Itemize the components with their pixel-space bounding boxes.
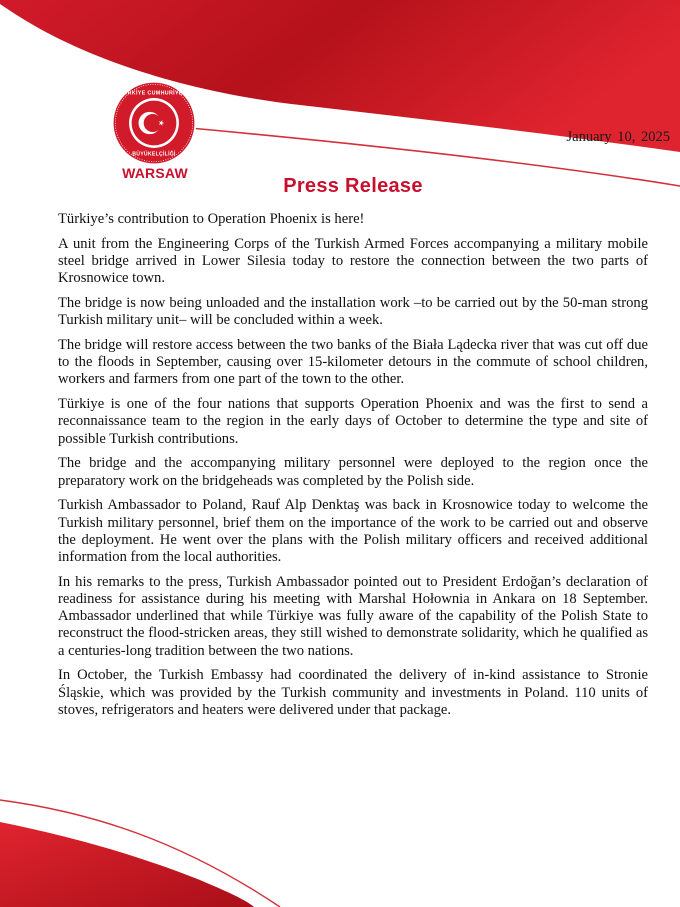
embassy-city-label: WARSAW <box>122 165 188 181</box>
press-release-body <box>58 211 648 727</box>
paragraph: The bridge and the accompanying military personnel were deployed to the region once the preparatory work on the bridgeheads was completed by the Polish side. <box>58 455 648 489</box>
paragraph: A unit from the Engineering Corps of the Turkish Armed Forces accompanying a military mobile steel bridge arrived in Lower Silesia today to restore the connection between the two parts of Krosnowice town. <box>58 235 648 287</box>
paragraph: Turkish Ambassador to Poland, Rauf Alp Denktaş was back in Krosnowice today to welcome the Turkish military personnel, brief them on the importance of the work to be carried out and observe the deployment. He went over the plans with the Polish military officers and received additional information from the local authorities. <box>58 497 648 566</box>
press-release-title: Press Release <box>283 175 423 197</box>
svg-text:BÜYÜKELÇİLİĞİ: BÜYÜKELÇİLİĞİ <box>132 151 176 158</box>
paragraph: The bridge is now being unloaded and the installation work –to be carried out by the 50-man strong Turkish military unit– will be concluded within a week. <box>58 295 648 329</box>
svg-text:TÜRKİYE CUMHURİYETİ: TÜRKİYE CUMHURİYETİ <box>119 90 189 97</box>
paragraph: Türkiye’s contribution to Operation Phoenix is here! <box>58 211 365 227</box>
release-date: January 10, 2025 <box>566 129 670 145</box>
bottom-red-band <box>0 822 254 907</box>
paragraph: In October, the Turkish Embassy had coordinated the delivery of in-kind assistance to Stronie Śląskie, which was provided by the Turkish community and investments in Poland. 110 units of stoves, refrigerators and heaters were delivered under that package. <box>58 667 648 718</box>
paragraph: Türkiye is one of the four nations that supports Operation Phoenix and was the first to send a reconnaissance team to the region in the early days of October to determine the type and site of possible Turkish contributions. <box>58 396 648 447</box>
paragraph: In his remarks to the press, Turkish Ambassador pointed out to President Erdoğan’s declaration of readiness for assistance during his meeting with Marshal Hołownia in Ankara on 18 September. Ambassador underlined that while Türkiye was fully aware of the capability of the Polish State to reconstruct the flood-stricken areas, they still wished to demonstrate solidarity, which he qualified as a centuries-long tradition between the two nations. <box>58 573 648 659</box>
embassy-seal-logo <box>111 80 197 166</box>
paragraph: The bridge will restore access between the two banks of the Biała Lądecka river that was cut off due to the floods in September, causing over 15-kilometer detours in the commute of school children, workers and farmers from one part of the town to the other. <box>58 337 648 388</box>
